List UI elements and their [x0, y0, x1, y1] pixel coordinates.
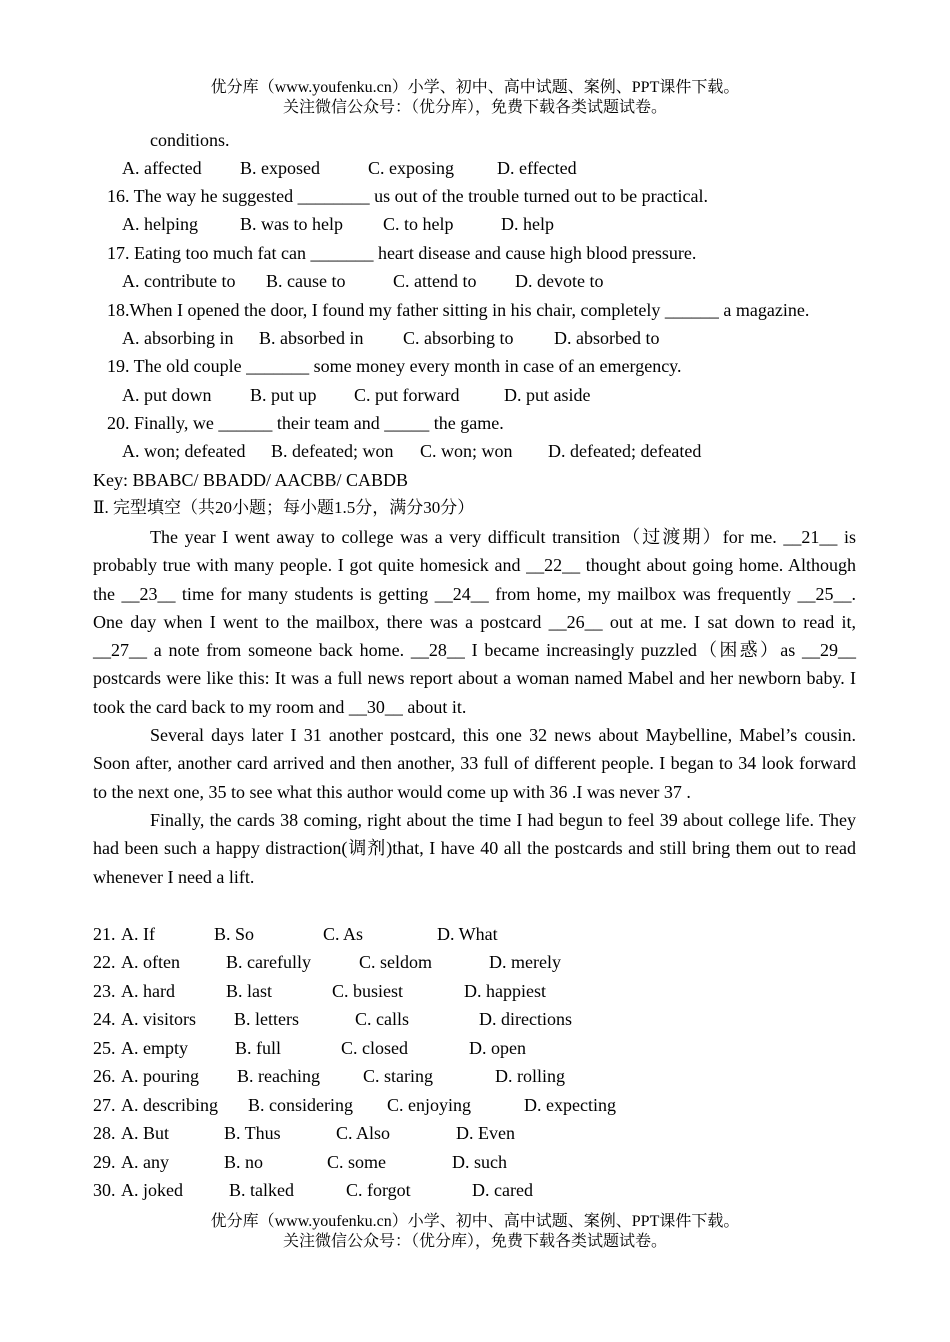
page-header-line1: 优分库（www.youfenku.cn）小学、初中、高中试题、案例、PPT课件下载。 — [210, 79, 740, 96]
option-number: 22. — [93, 952, 116, 972]
q20-option-a: A. won; defeated — [122, 441, 246, 461]
q15-stem-tail: conditions. — [150, 130, 230, 150]
option-number: 27. — [93, 1095, 116, 1115]
q16-option-c: C. to help — [383, 214, 454, 234]
option-b: B. letters — [234, 1009, 299, 1029]
option-c: C. some — [327, 1152, 387, 1172]
q19-option-c: C. put forward — [354, 385, 460, 405]
q20-option-c: C. won; won — [420, 441, 513, 461]
option-b: B. talked — [229, 1180, 294, 1200]
option-d: D. open — [469, 1038, 526, 1058]
q16-option-d: D. help — [501, 214, 554, 234]
option-d: D. such — [452, 1152, 507, 1172]
option-a: A. often — [121, 952, 180, 972]
q20-option-b: B. defeated; won — [271, 441, 394, 461]
q20-stem: 20. Finally, we ______ their team and _____ the game. — [107, 413, 504, 433]
option-a: A. visitors — [121, 1009, 197, 1029]
option-c: C. Also — [336, 1123, 391, 1143]
option-d: D. merely — [489, 952, 561, 972]
option-c: C. As — [323, 924, 364, 944]
q15-option-c: C. exposing — [368, 158, 455, 178]
q18-option-c: C. absorbing to — [403, 328, 514, 348]
option-a: A. pouring — [121, 1066, 199, 1086]
option-b: B. full — [235, 1038, 282, 1058]
option-number: 23. — [93, 981, 116, 1001]
q17-option-d: D. devote to — [515, 271, 604, 291]
option-d: D. cared — [472, 1180, 533, 1200]
option-a: A. hard — [121, 981, 175, 1001]
option-d: D. Even — [456, 1123, 515, 1143]
q18-option-d: D. absorbed to — [554, 328, 660, 348]
option-number: 28. — [93, 1123, 116, 1143]
q19-option-d: D. put aside — [504, 385, 591, 405]
option-number: 30. — [93, 1180, 116, 1200]
option-number: 25. — [93, 1038, 116, 1058]
option-a: A. any — [121, 1152, 169, 1172]
option-a: A. empty — [121, 1038, 188, 1058]
option-c: C. calls — [355, 1009, 409, 1029]
option-a: A. But — [121, 1123, 170, 1143]
q17-option-b: B. cause to — [266, 271, 346, 291]
option-b: B. So — [214, 924, 255, 944]
passage-paragraph-2: Several days later I 31 another postcard, this one 32 news about Maybelline, Mabel’s cousin. Soon after, another card arrived and then another, 33 full of different people. I began to 34 look forward to the next one, 35 to see what this author would come up with 36 .I was never 37 . — [93, 725, 856, 802]
section-2-title: Ⅱ. 完型填空（共20小题；每小题1.5分，满分30分） — [93, 498, 475, 517]
page-header-line2: 关注微信公众号：（优分库），免费下载各类试题试卷。 — [282, 99, 667, 116]
q18-option-a: A. absorbing in — [122, 328, 234, 348]
q19-option-b: B. put up — [250, 385, 317, 405]
passage-paragraph-1: The year I went away to college was a very difficult transition（过渡期）for me. __21__ is probably true with many people. I got quite homesick and __22__ thought about going home. Although the __23__ time for many students is getting __24__ from home, my mailbox was frequently __25__. One day when I went to the mailbox, there was a postcard __26__ out at me. I sat down to read it, __27__ a note from someone back home. __28__ I became increasingly puzzled（困惑）as __29__ postcards were like this: It was a full news report about a woman named Mabel and her newborn baby. I took the card back to my room and __30__ about it. — [93, 527, 856, 717]
q16-stem: 16. The way he suggested ________ us out of the trouble turned out to be practical. — [107, 186, 709, 206]
cloze-passage — [93, 523, 856, 891]
option-d: D. expecting — [524, 1095, 616, 1115]
q18-option-b: B. absorbed in — [259, 328, 364, 348]
option-number: 26. — [93, 1066, 116, 1086]
option-d: D. happiest — [464, 981, 546, 1001]
page-footer-line1: 优分库（www.youfenku.cn）小学、初中、高中试题、案例、PPT课件下载。 — [210, 1213, 740, 1230]
option-a: A. If — [121, 924, 155, 944]
q19-option-a: A. put down — [122, 385, 212, 405]
option-c: C. seldom — [359, 952, 433, 972]
q17-option-a: A. contribute to — [122, 271, 236, 291]
option-number: 24. — [93, 1009, 116, 1029]
option-d: D. rolling — [495, 1066, 565, 1086]
option-b: B. no — [224, 1152, 264, 1172]
q16-option-a: A. helping — [122, 214, 198, 234]
q20-option-d: D. defeated; defeated — [548, 441, 702, 461]
option-b: B. last — [226, 981, 273, 1001]
q17-option-c: C. attend to — [393, 271, 477, 291]
q18-stem: 18.When I opened the door, I found my father sitting in his chair, completely ______ a magazine. — [107, 300, 810, 320]
q17-stem: 17. Eating too much fat can _______ heart disease and cause high blood pressure. — [107, 243, 697, 263]
option-b: B. considering — [248, 1095, 353, 1115]
option-d: D. What — [437, 924, 498, 944]
answer-key: Key: BBABC/ BBADD/ AACBB/ CABDB — [93, 470, 409, 490]
option-c: C. enjoying — [387, 1095, 471, 1115]
page-footer-line2: 关注微信公众号：（优分库），免费下载各类试题试卷。 — [282, 1233, 667, 1250]
option-number: 21. — [93, 924, 116, 944]
option-b: B. carefully — [226, 952, 311, 972]
q15-option-b: B. exposed — [240, 158, 320, 178]
q15-option-a: A. affected — [122, 158, 202, 178]
option-b: B. Thus — [224, 1123, 281, 1143]
option-a: A. joked — [121, 1180, 183, 1200]
option-c: C. busiest — [332, 981, 404, 1001]
option-b: B. reaching — [237, 1066, 320, 1086]
q19-stem: 19. The old couple _______ some money every month in case of an emergency. — [107, 356, 682, 376]
q16-option-b: B. was to help — [240, 214, 343, 234]
option-c: C. closed — [341, 1038, 408, 1058]
option-d: D. directions — [479, 1009, 572, 1029]
option-c: C. forgot — [346, 1180, 411, 1200]
option-a: A. describing — [121, 1095, 218, 1115]
option-number: 29. — [93, 1152, 116, 1172]
option-c: C. staring — [363, 1066, 433, 1086]
passage-paragraph-3: Finally, the cards 38 coming, right about the time I had begun to feel 39 about college life. They had been such a happy distraction(调剂)that, I have 40 all the postcards and still bring them out to read whenever I need a lift. — [93, 809, 856, 887]
q15-option-d: D. effected — [497, 158, 577, 178]
